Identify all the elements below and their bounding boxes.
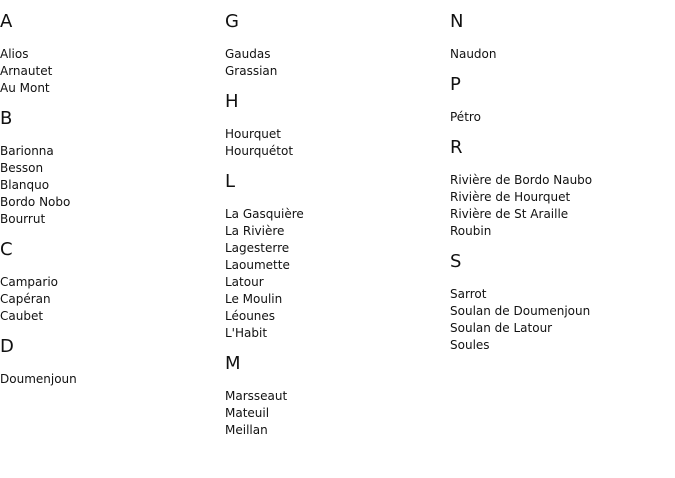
place-link-lagesterre[interactable]: Lagesterre (225, 241, 290, 255)
place-link-naudon[interactable]: Naudon (450, 47, 497, 61)
list-item (450, 223, 665, 240)
place-link-soulan-de-latour[interactable]: Soulan de Latour (450, 321, 553, 335)
list-item (225, 422, 440, 439)
list-item (0, 291, 215, 308)
name-list-b (0, 143, 215, 228)
list-item (225, 257, 440, 274)
list-item (0, 194, 215, 211)
place-link-marsseaut[interactable]: Marsseaut (225, 389, 288, 403)
place-link-doumenjoun[interactable]: Doumenjoun (0, 372, 77, 386)
name-list-l (225, 206, 440, 342)
place-link-campario[interactable]: Campario (0, 275, 59, 289)
place-link-la-riviere[interactable]: La Rivière (225, 224, 285, 238)
list-item (225, 206, 440, 223)
list-item (450, 337, 665, 354)
list-item (225, 308, 440, 325)
place-link-soulan-de-doumenjoun[interactable]: Soulan de Doumenjoun (450, 304, 591, 318)
place-link-mateuil[interactable]: Mateuil (225, 406, 270, 420)
list-item (225, 325, 440, 342)
letter-heading-g: G (225, 11, 239, 32)
place-link-bordo-nobo[interactable]: Bordo Nobo (0, 195, 71, 209)
place-link-laoumette[interactable]: Laoumette (225, 258, 290, 272)
letter-group-n (450, 11, 665, 63)
letter-group-a (0, 11, 215, 97)
letter-heading-d: D (0, 336, 14, 357)
list-item (0, 143, 215, 160)
place-link-hourquetot[interactable]: Hourquétot (225, 144, 294, 158)
name-list-d (0, 371, 215, 388)
list-item (225, 240, 440, 257)
list-item (225, 274, 440, 291)
name-list-m (225, 388, 440, 439)
list-item (225, 405, 440, 422)
list-item (0, 160, 215, 177)
list-item (225, 143, 440, 160)
letter-group-c (0, 239, 215, 325)
letter-group-r (450, 137, 665, 240)
list-item (225, 126, 440, 143)
letter-group-m (225, 353, 440, 439)
letter-group-d (0, 336, 215, 388)
name-list-p (450, 109, 665, 126)
list-item (225, 291, 440, 308)
list-item (225, 388, 440, 405)
place-link-la-gasquiere[interactable]: La Gasquière (225, 207, 304, 221)
letter-group-b (0, 108, 215, 228)
place-link-riviere-de-bordo-naubo[interactable]: Rivière de Bordo Naubo (450, 173, 593, 187)
name-list-r (450, 172, 665, 240)
letter-heading-n: N (450, 11, 464, 32)
letter-group-h (225, 91, 440, 160)
index-column-2 (225, 0, 440, 439)
place-link-alios[interactable]: Alios (0, 47, 29, 61)
place-link-riviere-de-hourquet[interactable]: Rivière de Hourquet (450, 190, 571, 204)
place-link-roubin[interactable]: Roubin (450, 224, 492, 238)
letter-heading-h: H (225, 91, 239, 112)
letter-heading-r: R (450, 137, 463, 158)
place-link-grassian[interactable]: Grassian (225, 64, 278, 78)
list-item (225, 46, 440, 63)
place-link-meillan[interactable]: Meillan (225, 423, 268, 437)
place-link-au-mont[interactable]: Au Mont (0, 81, 50, 95)
list-item (450, 172, 665, 189)
list-item (0, 371, 215, 388)
list-item (450, 46, 665, 63)
list-item (0, 63, 215, 80)
place-link-blanquo[interactable]: Blanquo (0, 178, 50, 192)
list-item (0, 308, 215, 325)
name-list-n (450, 46, 665, 63)
letter-group-g (225, 11, 440, 80)
name-list-s (450, 286, 665, 354)
list-item (450, 109, 665, 126)
name-list-h (225, 126, 440, 160)
list-item (0, 274, 215, 291)
list-item (450, 320, 665, 337)
place-link-soules[interactable]: Soules (450, 338, 490, 352)
list-item (450, 189, 665, 206)
name-list-g (225, 46, 440, 80)
letter-group-s (450, 251, 665, 354)
letter-heading-s: S (450, 251, 462, 272)
place-link-leounes[interactable]: Léounes (225, 309, 276, 323)
place-link-gaudas[interactable]: Gaudas (225, 47, 271, 61)
place-link-besson[interactable]: Besson (0, 161, 44, 175)
list-item (225, 63, 440, 80)
place-link-arnautet[interactable]: Arnautet (0, 64, 53, 78)
place-link-sarrot[interactable]: Sarrot (450, 287, 487, 301)
place-link-le-moulin[interactable]: Le Moulin (225, 292, 283, 306)
place-link-riviere-de-st-araille[interactable]: Rivière de St Araille (450, 207, 569, 221)
list-item (225, 223, 440, 240)
letter-group-p (450, 74, 665, 126)
list-item (450, 303, 665, 320)
letter-group-l (225, 171, 440, 342)
letter-heading-l: L (225, 171, 236, 192)
letter-heading-b: B (0, 108, 13, 129)
list-item (450, 206, 665, 223)
place-link-caperan[interactable]: Capéran (0, 292, 51, 306)
place-link-barionna[interactable]: Barionna (0, 144, 54, 158)
letter-heading-m: M (225, 353, 241, 374)
place-link-bourrut[interactable]: Bourrut (0, 212, 46, 226)
index-column-3 (450, 0, 665, 354)
place-link-petro[interactable]: Pétro (450, 110, 481, 124)
list-item (450, 286, 665, 303)
place-link-l-habit[interactable]: L'Habit (225, 326, 268, 340)
place-link-caubet[interactable]: Caubet (0, 309, 44, 323)
place-link-hourquet[interactable]: Hourquet (225, 127, 282, 141)
letter-heading-p: P (450, 74, 461, 95)
list-item (0, 80, 215, 97)
list-item (0, 211, 215, 228)
letter-heading-c: C (0, 239, 13, 260)
list-item (0, 46, 215, 63)
place-link-latour[interactable]: Latour (225, 275, 264, 289)
name-list-a (0, 46, 215, 97)
index-column-1 (0, 0, 215, 388)
letter-heading-a: A (0, 11, 13, 32)
list-item (0, 177, 215, 194)
name-list-c (0, 274, 215, 325)
